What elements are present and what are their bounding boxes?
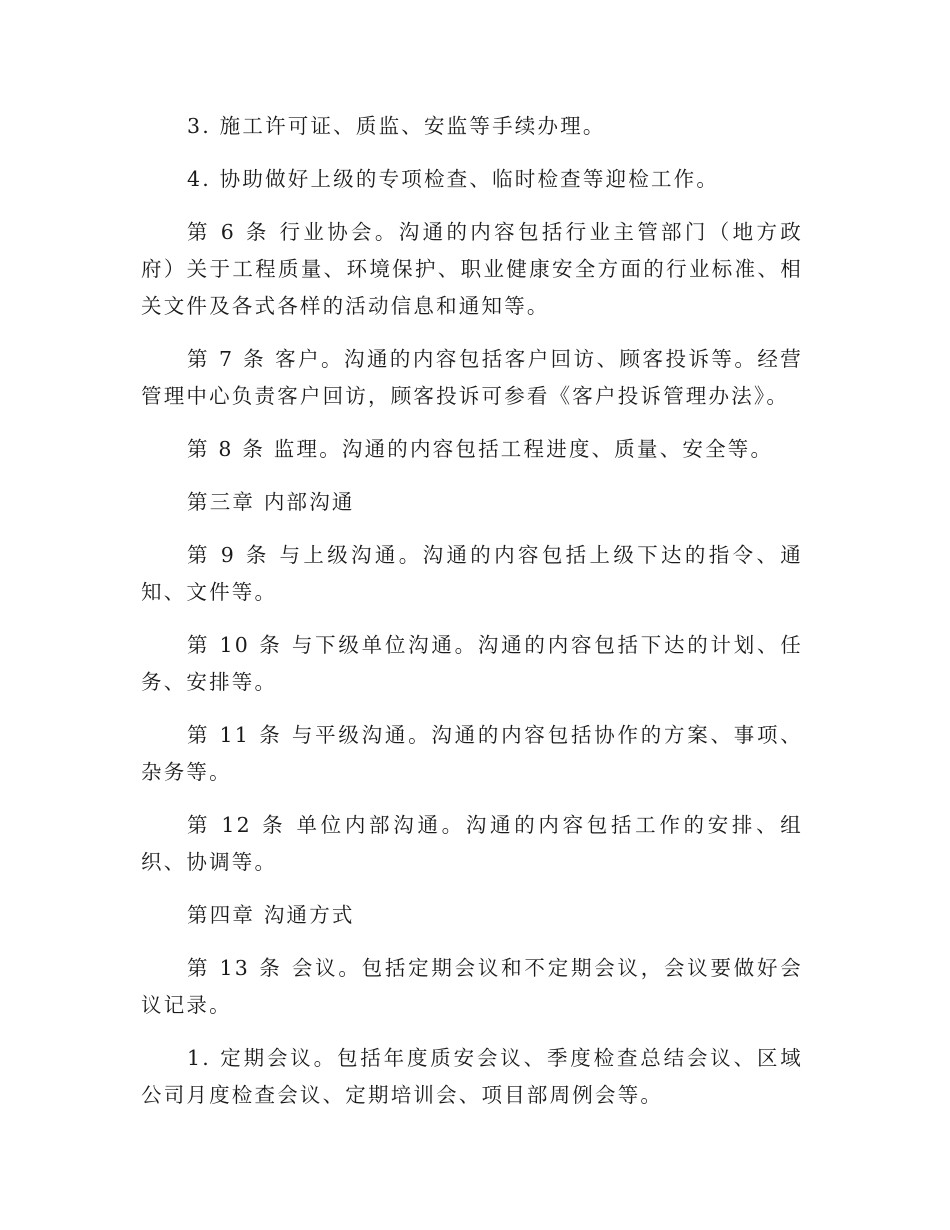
article-13-meetings: 第 13 条 会议。包括定期会议和不定期会议，会议要做好会议记录。 [141, 956, 803, 1017]
chapter-3-heading: 第三章 内部沟通 [187, 490, 355, 514]
paragraph-item-3: 3. 施工许可证、质监、安监等手续办理。 [187, 114, 606, 138]
article-8-supervision: 第 8 条 监理。沟通的内容包括工程进度、质量、安全等。 [187, 437, 774, 461]
paragraph-item-4: 4. 协助做好上级的专项检查、临时检查等迎检工作。 [187, 167, 720, 191]
article-10-subordinate: 第 10 条 与下级单位沟通。沟通的内容包括下达的计划、任务、安排等。 [141, 633, 803, 694]
article-6-industry-association: 第 6 条 行业协会。沟通的内容包括行业主管部门（地方政府）关于工程质量、环境保护、职业健康安全方面的行业标准、相关文件及各式各样的活动信息和通知等。 [141, 220, 803, 318]
chapter-4-heading: 第四章 沟通方式 [187, 903, 355, 927]
article-9-superior: 第 9 条 与上级沟通。沟通的内容包括上级下达的指令、通知、文件等。 [141, 543, 803, 604]
article-7-customer: 第 7 条 客户。沟通的内容包括客户回访、顾客投诉等。经营管理中心负责客户回访，顾客投诉可参看《客户投诉管理办法》。 [141, 347, 803, 408]
document-body [141, 108, 803, 1130]
article-11-peer: 第 11 条 与平级沟通。沟通的内容包括协作的方案、事项、杂务等。 [141, 723, 803, 784]
paragraph-item-1-regular-meetings: 1. 定期会议。包括年度质安会议、季度检查总结会议、区域公司月度检查会议、定期培训会、项目部周例会等。 [141, 1046, 803, 1107]
article-12-internal: 第 12 条 单位内部沟通。沟通的内容包括工作的安排、组织、协调等。 [141, 813, 803, 874]
